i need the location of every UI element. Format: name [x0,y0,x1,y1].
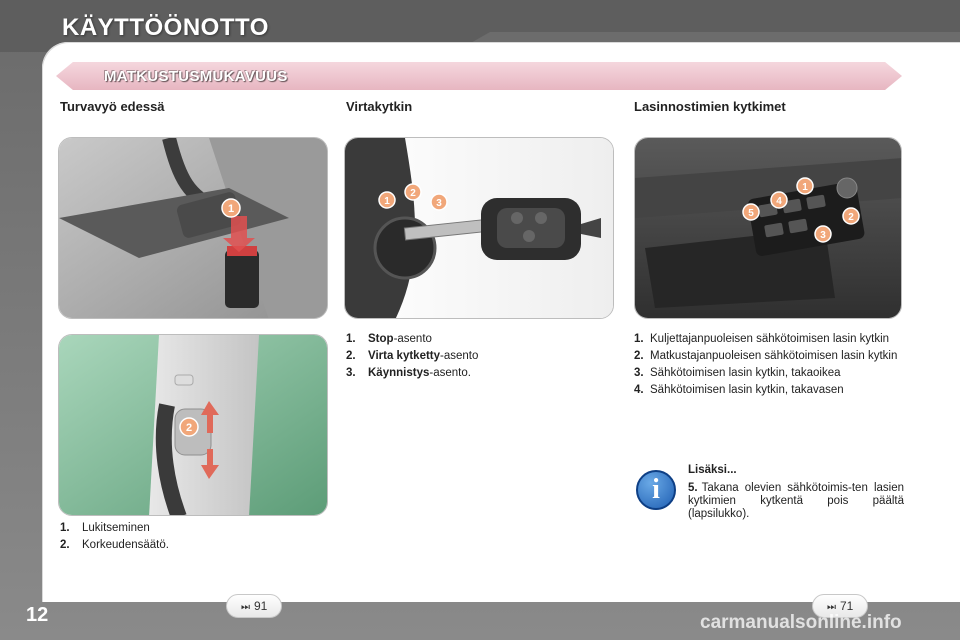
page-ref-label: 71 [840,599,854,613]
list-item [634,332,904,346]
item-term: Virta kytketty [368,350,441,362]
info-number: 5. [688,482,698,494]
info-title: Lisäksi... [688,464,737,476]
item-term: Käynnistys [368,367,430,379]
item-number: 1. [346,333,356,345]
svg-text:1: 1 [384,196,390,207]
list-item [346,349,596,363]
item-number: 3. [346,367,356,379]
ignition-list [346,332,596,383]
item-number: 1. [60,522,70,534]
item-text: Lukitseminen [82,522,150,534]
item-number: 2. [60,539,70,551]
item-number: 3. [634,367,644,379]
item-text: -asento [393,333,432,345]
ignition-key-image [344,137,614,319]
info-icon: i [636,470,676,510]
item-text: Korkeudensäätö. [82,539,169,551]
page-ref-link-91[interactable] [226,594,282,618]
page-number: 12 [26,604,49,626]
item-term: Stop [368,333,394,345]
list-item [346,366,596,380]
info-body [688,482,904,521]
list-item [634,349,904,363]
watermark: carmanualsonline.info [700,612,902,633]
seatbelt-list [60,521,310,555]
item-text: Matkustajanpuoleisen sähkötoimisen lasin kytkin [650,350,898,362]
svg-text:2: 2 [410,188,416,199]
list-item [60,521,310,535]
item-number: 4. [634,384,644,396]
svg-text:3: 3 [436,198,442,209]
svg-text:2: 2 [185,422,193,434]
item-number: 1. [634,333,644,345]
svg-text:5: 5 [748,208,754,219]
info-text: Takana olevien sähkötoimis-ten lasien kytkimien kytkentä pois päältä (lapsilukko). [688,482,904,520]
list-item [346,332,596,346]
seatbelt-height-image [58,334,328,516]
list-item [634,366,904,380]
windows-list [634,332,904,400]
list-item [60,538,310,552]
item-text: -asento [440,350,479,362]
svg-text:1: 1 [802,182,808,193]
seatbelt-lock-image [58,137,328,319]
fast-forward-icon: ⏭ [827,602,836,613]
page-title: KÄYTTÖÖNOTTO [62,14,269,41]
svg-text:4: 4 [776,196,782,207]
item-number: 2. [634,350,644,362]
seatbelt-heading: Turvavyö edessä [60,99,165,114]
item-text: -asento. [429,367,471,379]
svg-text:1: 1 [227,203,235,215]
item-number: 2. [346,350,356,362]
section-title: MATKUSTUSMUKAVUUS [104,68,288,85]
item-text: Sähkötoimisen lasin kytkin, takavasen [650,384,844,396]
item-text: Sähkötoimisen lasin kytkin, takaoikea [650,367,841,379]
window-switches-image [634,137,902,319]
svg-text:2: 2 [848,212,854,223]
item-text: Kuljettajanpuoleisen sähkötoimisen lasin kytkin [650,333,890,345]
page-ref-label: 91 [254,599,268,613]
fast-forward-icon: ⏭ [241,602,250,613]
windows-heading: Lasinnostimien kytkimet [634,99,786,114]
ignition-heading: Virtakytkin [346,99,413,114]
svg-text:3: 3 [820,230,826,241]
list-item [634,383,904,397]
